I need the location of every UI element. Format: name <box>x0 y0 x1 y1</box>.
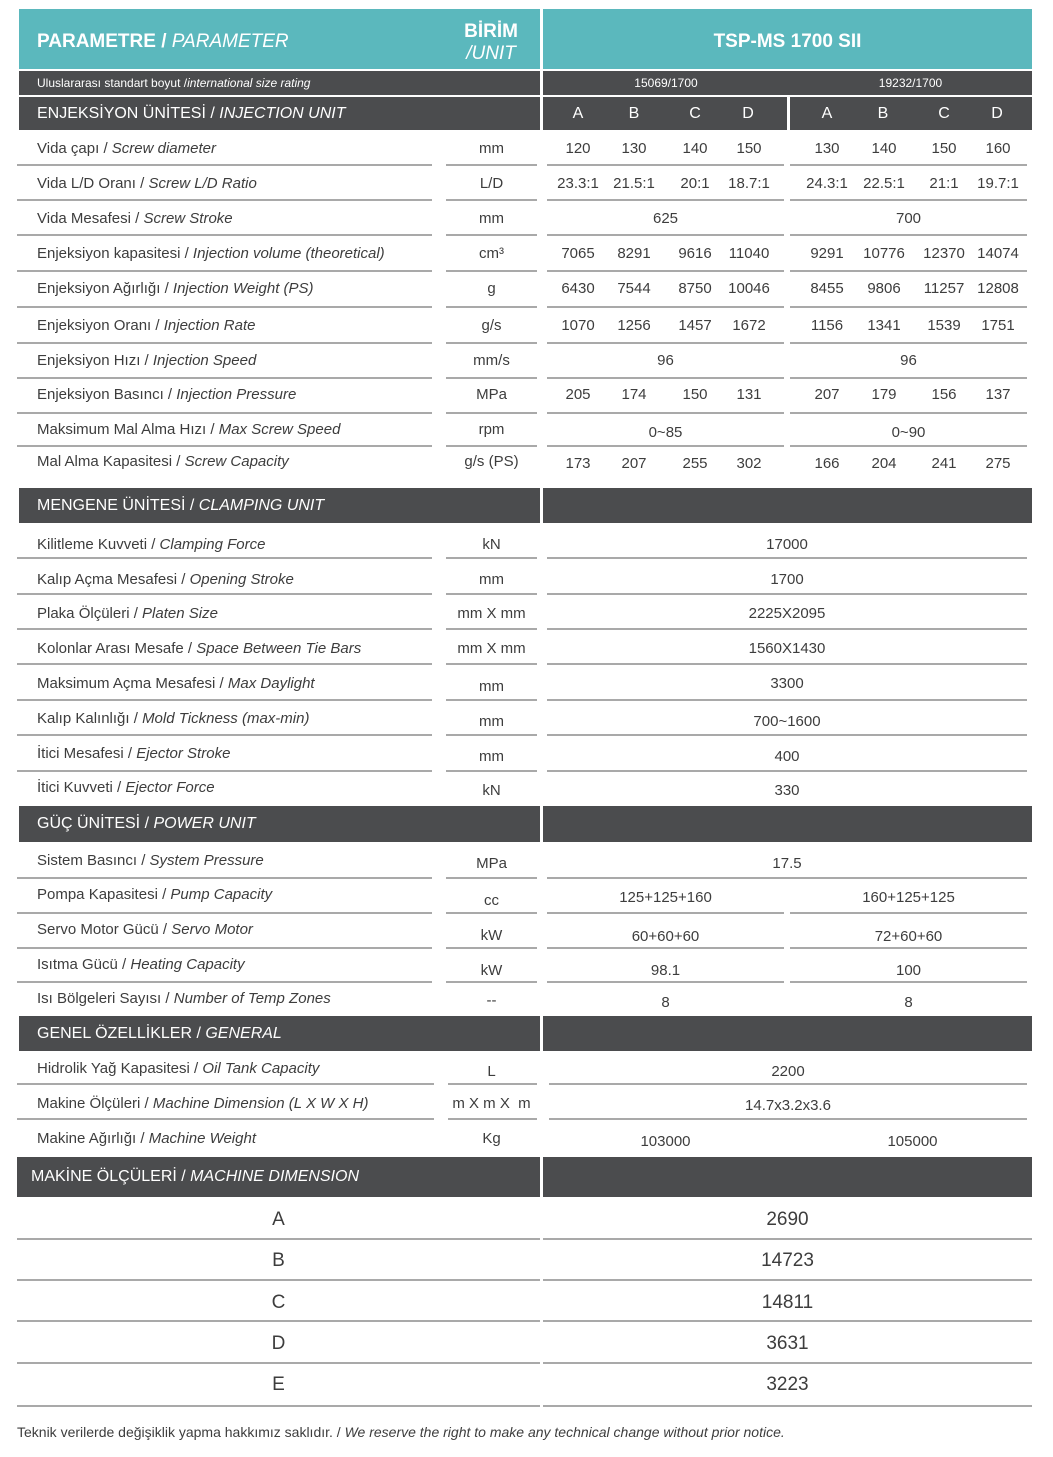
divider <box>547 306 784 308</box>
section-clamping-values-header <box>543 488 1032 523</box>
row-label: Isıtma Gücü / Heating Capacity <box>37 956 245 973</box>
row-label: Servo Motor Gücü / Servo Motor <box>37 921 253 938</box>
value: 7544 <box>617 280 651 297</box>
row-label: Vida L/D Oranı / Screw L/D Ratio <box>37 175 257 192</box>
divider <box>17 877 432 879</box>
value: 166 <box>814 455 840 472</box>
row-label: Maksimum Açma Mesafesi / Max Daylight <box>37 675 315 692</box>
value: 330 <box>774 782 800 799</box>
value: 1341 <box>867 317 901 334</box>
divider <box>790 412 1027 414</box>
value: 24.3:1 <box>806 175 848 192</box>
row-label: Vida Mesafesi / Screw Stroke <box>37 210 233 227</box>
divider <box>547 947 784 949</box>
divider <box>547 234 784 236</box>
divider <box>17 770 432 772</box>
value: 14074 <box>977 245 1019 262</box>
value: 11040 <box>728 245 770 262</box>
row-label: Kalıp Açma Mesafesi / Opening Stroke <box>37 571 294 588</box>
value: 98.1 <box>650 962 681 979</box>
divider <box>547 770 1027 772</box>
divider <box>790 445 1027 447</box>
footer-disclaimer: Teknik verilerde değişiklik yapma hakkımız saklıdır. / We reserve the right to make any technical change without prior notice. <box>17 1424 785 1440</box>
divider <box>790 234 1027 236</box>
value: 6430 <box>561 280 595 297</box>
value: 255 <box>682 455 708 472</box>
value: 1156 <box>810 317 844 334</box>
row-label: Enjeksiyon Hızı / Injection Speed <box>37 352 257 369</box>
row-label: İtici Mesafesi / Ejector Stroke <box>37 745 231 762</box>
row-unit: MPa <box>476 855 507 872</box>
screw-letter: B <box>877 104 889 122</box>
dimension-value: 14811 <box>761 1292 814 1313</box>
value: 174 <box>621 386 647 403</box>
divider <box>549 1118 1027 1120</box>
divider <box>17 199 432 201</box>
row-label: Hidrolik Yağ Kapasitesi / Oil Tank Capacity <box>37 1060 320 1077</box>
value: 204 <box>871 455 897 472</box>
section-clamping-unit: MENGENE ÜNİTESİ / CLAMPING UNIT <box>19 488 540 523</box>
row-unit: mm <box>479 140 504 157</box>
divider <box>790 164 1027 166</box>
divider <box>17 947 432 949</box>
divider <box>543 1405 1032 1407</box>
divider <box>446 593 537 595</box>
screw-letter: A <box>821 104 833 122</box>
divider <box>17 1238 540 1240</box>
divider <box>446 270 537 272</box>
row-label: Makine Ölçüleri / Machine Dimension (L X W X H) <box>37 1095 369 1112</box>
divider <box>448 1083 537 1085</box>
row-unit: rpm <box>478 421 505 438</box>
value: 96 <box>900 352 917 369</box>
value: 8455 <box>810 280 844 297</box>
row-unit: mm <box>479 571 504 588</box>
divider <box>790 342 1027 344</box>
value: 72+60+60 <box>874 928 943 945</box>
row-label: Pompa Kapasitesi / Pump Capacity <box>37 886 273 903</box>
value: 18.7:1 <box>728 175 770 192</box>
divider <box>17 628 432 630</box>
row-label: Enjeksiyon Oranı / Injection Rate <box>37 317 256 334</box>
divider <box>17 1279 540 1281</box>
divider <box>446 912 537 914</box>
divider <box>17 1362 540 1364</box>
divider <box>446 199 537 201</box>
divider <box>790 306 1027 308</box>
section-power-values-header <box>543 806 1032 842</box>
value: 2225X2095 <box>748 605 826 622</box>
divider <box>446 663 537 665</box>
divider <box>543 1279 1032 1281</box>
divider <box>547 912 784 914</box>
value: 60+60+60 <box>631 928 700 945</box>
value: 302 <box>736 455 762 472</box>
value: 160+125+125 <box>862 889 955 906</box>
value: 1539 <box>927 317 961 334</box>
value: 156 <box>931 386 957 403</box>
row-unit: kN <box>482 536 501 553</box>
value: 700 <box>895 210 922 227</box>
value: 10776 <box>863 245 905 262</box>
value: 1256 <box>617 317 651 334</box>
row-label: Sistem Basıncı / System Pressure <box>37 852 264 869</box>
value: 9291 <box>810 245 844 262</box>
row-unit: MPa <box>476 386 507 403</box>
divider <box>547 377 784 379</box>
row-label: Kolonlar Arası Mesafe / Space Between Tie Bars <box>37 640 362 657</box>
row-unit: L/D <box>479 175 504 192</box>
divider <box>790 199 1027 201</box>
divider <box>17 1118 434 1120</box>
value: 17000 <box>766 536 808 553</box>
value: 8 <box>661 994 670 1011</box>
row-label: Kilitleme Kuvveti / Clamping Force <box>37 536 266 553</box>
row-unit: g <box>487 280 496 297</box>
row-unit: mm <box>479 210 504 227</box>
row-label: Enjeksiyon kapasitesi / Injection volume (theoretical) <box>37 245 385 262</box>
section-general-values-header <box>543 1016 1032 1051</box>
divider <box>17 377 432 379</box>
divider <box>547 342 784 344</box>
divider <box>547 628 1027 630</box>
value: 1751 <box>981 317 1015 334</box>
divider <box>17 270 432 272</box>
divider <box>17 445 432 447</box>
row-unit: Kg <box>482 1130 501 1147</box>
parameter-title: PARAMETRE / PARAMETER <box>37 31 289 52</box>
row-unit: cm³ <box>479 245 504 262</box>
value: 207 <box>814 386 840 403</box>
value: 22.5:1 <box>863 175 905 192</box>
row-unit: g/s <box>481 317 502 334</box>
divider <box>446 699 537 701</box>
divider <box>547 877 1027 879</box>
value: 700~1600 <box>753 713 821 730</box>
row-unit: mm <box>479 748 504 765</box>
value: 21:1 <box>929 175 959 192</box>
divider <box>17 699 432 701</box>
divider <box>547 663 1027 665</box>
divider <box>549 1083 1027 1085</box>
screw-letter: A <box>572 104 584 122</box>
value: 140 <box>871 140 897 157</box>
divider <box>17 234 432 236</box>
row-unit: L <box>487 1063 496 1080</box>
value: 8750 <box>678 280 712 297</box>
row-unit: kN <box>482 782 501 799</box>
value: 205 <box>565 386 591 403</box>
value: 9616 <box>678 245 712 262</box>
row-unit: mm/s <box>473 352 510 369</box>
divider <box>17 342 432 344</box>
value: 14.7x3.2x3.6 <box>745 1097 831 1114</box>
value: 179 <box>871 386 897 403</box>
divider <box>446 981 537 983</box>
value: 0~90 <box>891 424 926 441</box>
row-unit: kW <box>480 927 503 944</box>
divider <box>547 699 1027 701</box>
divider <box>543 1320 1032 1322</box>
value: 12370 <box>923 245 965 262</box>
divider <box>547 270 784 272</box>
value: 400 <box>774 748 800 765</box>
value: 150 <box>931 140 957 157</box>
divider <box>547 445 784 447</box>
divider <box>446 412 537 414</box>
divider <box>543 1362 1032 1364</box>
row-unit: cc <box>484 892 499 909</box>
section-dimension-values-header <box>543 1157 1032 1197</box>
divider <box>790 270 1027 272</box>
screw-letter: C <box>938 104 950 122</box>
value: 12808 <box>977 280 1019 297</box>
divider <box>446 557 537 559</box>
value: 8291 <box>617 245 651 262</box>
value: 150 <box>682 386 708 403</box>
row-label: Enjeksiyon Ağırlığı / Injection Weight (PS) <box>37 280 314 297</box>
divider <box>17 734 432 736</box>
dimension-key: B <box>272 1250 285 1271</box>
divider <box>790 912 1027 914</box>
value: 11257 <box>923 280 965 297</box>
divider <box>17 1320 540 1322</box>
value: 1672 <box>732 317 766 334</box>
screw-letter: D <box>991 104 1003 122</box>
row-unit: mm X mm <box>457 640 526 657</box>
size-rating-2: 19232/1700 <box>878 76 943 90</box>
divider <box>446 445 537 447</box>
value: 125+125+160 <box>619 889 712 906</box>
screw-letter: D <box>742 104 754 122</box>
value: 1070 <box>561 317 595 334</box>
row-unit: kW <box>480 962 503 979</box>
row-unit: mm <box>479 678 504 695</box>
value: 1560X1430 <box>748 640 826 657</box>
value: 130 <box>814 140 840 157</box>
divider <box>446 164 537 166</box>
value: 275 <box>985 455 1011 472</box>
row-label: Vida çapı / Screw diameter <box>37 140 216 157</box>
value: 1457 <box>678 317 712 334</box>
divider <box>547 557 1027 559</box>
value: 130 <box>621 140 647 157</box>
value: 105000 <box>887 1133 938 1150</box>
value: 137 <box>985 386 1011 403</box>
value: 207 <box>621 455 647 472</box>
value: 96 <box>657 352 674 369</box>
value: 160 <box>985 140 1011 157</box>
divider <box>547 734 1027 736</box>
value: 0~85 <box>648 424 683 441</box>
row-label: Kalıp Kalınlığı / Mold Tickness (max-min) <box>37 710 310 727</box>
divider <box>446 734 537 736</box>
value: 131 <box>736 386 762 403</box>
row-unit: mm X mm <box>457 605 526 622</box>
divider <box>446 342 537 344</box>
value: 140 <box>682 140 708 157</box>
row-unit: -- <box>486 992 497 1009</box>
divider <box>17 1405 540 1407</box>
divider <box>446 377 537 379</box>
divider <box>17 912 432 914</box>
header-parameter <box>19 9 540 69</box>
dimension-key: D <box>271 1333 286 1354</box>
dimension-value: 3631 <box>766 1333 809 1354</box>
value: 625 <box>652 210 679 227</box>
divider <box>17 663 432 665</box>
row-label: Makine Ağırlığı / Machine Weight <box>37 1130 256 1147</box>
section-power-unit: GÜÇ ÜNİTESİ / POWER UNIT <box>19 806 540 842</box>
divider <box>547 412 784 414</box>
value: 7065 <box>561 245 595 262</box>
divider <box>790 377 1027 379</box>
divider <box>17 593 432 595</box>
row-label: Mal Alma Kapasitesi / Screw Capacity <box>37 453 289 470</box>
divider <box>17 1083 434 1085</box>
divider <box>446 877 537 879</box>
divider <box>17 557 432 559</box>
dimension-key: E <box>272 1374 285 1395</box>
row-label: Plaka Ölçüleri / Platen Size <box>37 605 218 622</box>
value: 150 <box>736 140 762 157</box>
value: 19.7:1 <box>977 175 1019 192</box>
value: 2200 <box>771 1063 805 1080</box>
size-rating-values <box>543 71 1032 95</box>
divider <box>446 770 537 772</box>
divider <box>790 981 1027 983</box>
row-unit: mm <box>479 713 504 730</box>
divider <box>547 164 784 166</box>
divider <box>446 947 537 949</box>
value: 120 <box>565 140 591 157</box>
value: 1700 <box>770 571 804 588</box>
dimension-value: 3223 <box>766 1374 809 1395</box>
size-rating-label: Uluslararası standart boyut / international size rating <box>19 71 540 95</box>
row-unit: g/s (PS) <box>464 453 519 470</box>
screw-letters-group-2 <box>790 97 1032 130</box>
divider <box>547 199 784 201</box>
row-label: Maksimum Mal Alma Hızı / Max Screw Speed <box>37 421 341 438</box>
value: 10046 <box>728 280 770 297</box>
section-machine-dimension: MAKİNE ÖLÇÜLERİ / MACHINE DIMENSION <box>17 1157 540 1197</box>
row-label: Enjeksiyon Basıncı / Injection Pressure <box>37 386 297 403</box>
row-label: İtici Kuvveti / Ejector Force <box>37 779 215 796</box>
unit-title: BİRİM /UNIT <box>464 21 518 64</box>
dimension-value: 14723 <box>761 1250 814 1271</box>
dimension-value: 2690 <box>766 1209 809 1230</box>
dimension-key: C <box>271 1292 286 1313</box>
value: 100 <box>895 962 922 979</box>
dimension-key: A <box>272 1209 285 1230</box>
value: 23.3:1 <box>557 175 599 192</box>
divider <box>17 306 432 308</box>
value: 8 <box>904 994 913 1011</box>
value: 21.5:1 <box>613 175 655 192</box>
divider <box>446 628 537 630</box>
divider <box>446 234 537 236</box>
size-rating-1: 15069/1700 <box>634 76 698 90</box>
divider <box>547 981 784 983</box>
divider <box>17 412 432 414</box>
section-general: GENEL ÖZELLİKLER / GENERAL <box>19 1016 540 1051</box>
value: 17.5 <box>772 855 802 872</box>
row-unit: m X m X m <box>452 1095 531 1112</box>
divider <box>547 593 1027 595</box>
divider <box>446 306 537 308</box>
value: 173 <box>565 455 591 472</box>
divider <box>543 1238 1032 1240</box>
value: 103000 <box>640 1133 691 1150</box>
header-model <box>543 9 1032 69</box>
divider <box>17 164 432 166</box>
model-name: TSP-MS 1700 SII <box>713 31 862 52</box>
value: 9806 <box>867 280 901 297</box>
screw-letter: C <box>689 104 701 122</box>
section-injection-unit: ENJEKSİYON ÜNİTESİ / INJECTION UNIT <box>19 97 540 130</box>
divider <box>790 947 1027 949</box>
row-label: Isı Bölgeleri Sayısı / Number of Temp Zones <box>37 990 331 1007</box>
screw-letters-group-1 <box>543 97 787 130</box>
divider <box>17 981 432 983</box>
value: 241 <box>931 455 957 472</box>
screw-letter: B <box>628 104 640 122</box>
divider <box>448 1118 537 1120</box>
value: 3300 <box>770 675 804 692</box>
value: 20:1 <box>680 175 710 192</box>
